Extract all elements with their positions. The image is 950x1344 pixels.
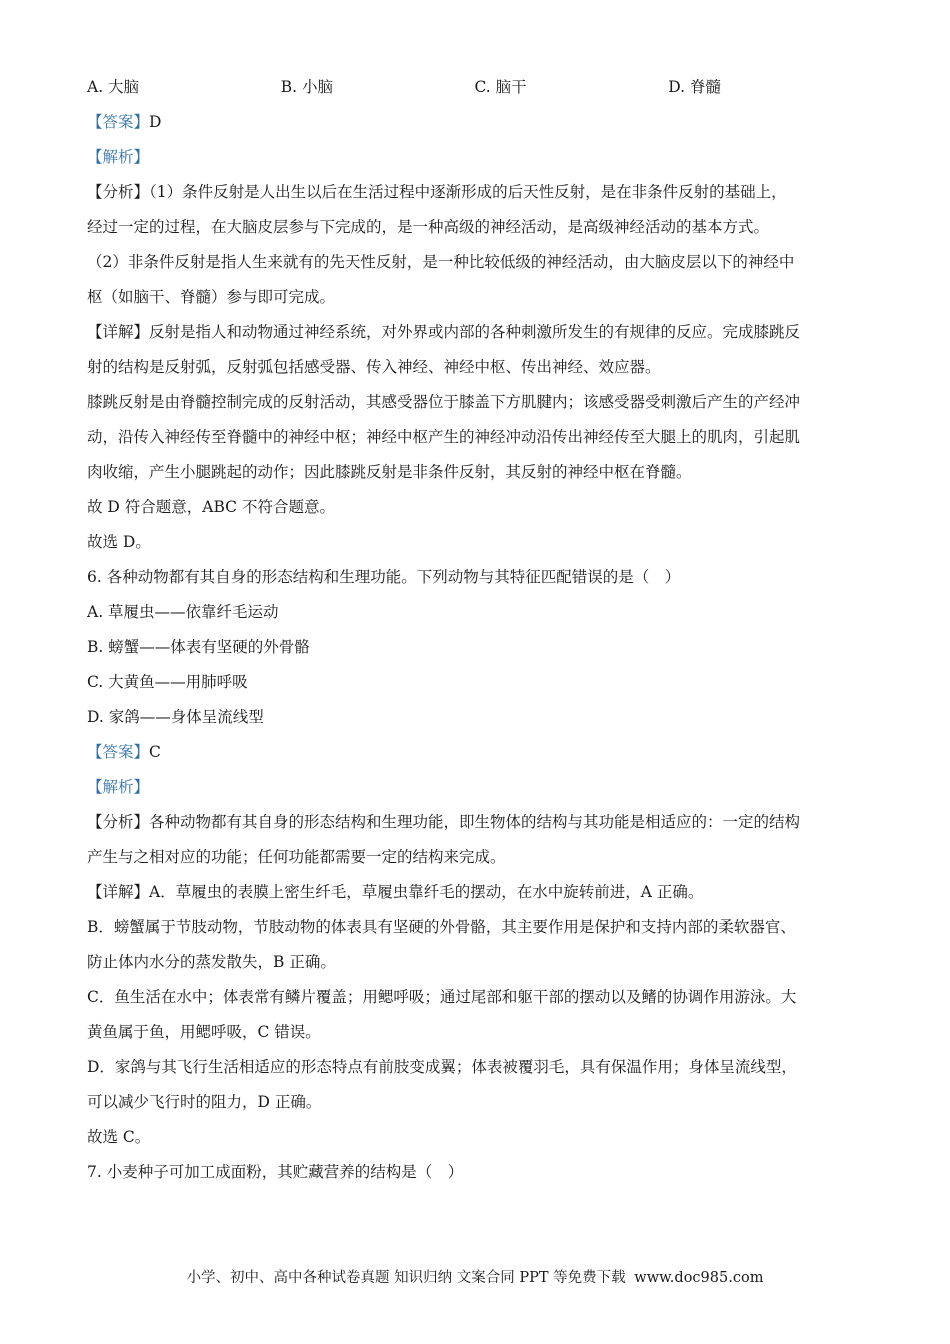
fenxi-tag: 【分析】: [87, 813, 150, 831]
q5-option-c: C. 脑干: [474, 78, 527, 96]
q5-detail-line: [87, 315, 862, 350]
q5-option-b: B. 小脑: [280, 78, 333, 96]
q6-detail-line: 防止体内水分的蒸发散失，B 正确。: [87, 953, 336, 971]
q5-fenxi-line: 经过一定的过程，在大脑皮层参与下完成的，是一种高级的神经活动，是高级神经活动的基本方式。: [87, 218, 770, 236]
answer-tag: 【答案】: [87, 113, 150, 131]
q6-option-d: D. 家鸽——身体呈流线型: [87, 708, 264, 726]
q5-option-a: A. 大脑: [87, 78, 140, 96]
q5-detail-line: 故 D 符合题意，ABC 不符合题意。: [87, 498, 335, 516]
q6-detail-line: D．家鸽与其飞行生活相适应的形态特点有前肢变成翼；体表被覆羽毛，具有保温作用；身体呈流线型，: [87, 1058, 797, 1076]
q6-detail-line: 黄鱼属于鱼，用鳃呼吸，C 错误。: [87, 1023, 321, 1041]
fenxi-text: （1）条件反射是人出生以后在生活过程中逐渐形成的后天性反射，是在非条件反射的基础上，: [149, 183, 787, 201]
q5-answer: [87, 105, 862, 140]
q6-analysis-heading: [87, 770, 862, 805]
detail-tag: 【详解】: [87, 883, 150, 901]
page-footer: [0, 1266, 950, 1287]
q6-answer: [87, 735, 862, 770]
analysis-tag: 【解析】: [87, 778, 150, 796]
answer-tag: 【答案】: [87, 743, 150, 761]
detail-text: A．草履虫的表膜上密生纤毛，草履虫靠纤毛的摆动，在水中旋转前进，A 正确。: [149, 883, 704, 901]
q6-fenxi-line: [87, 805, 862, 840]
q5-fenxi-line: （2）非条件反射是指人生来就有的先天性反射，是一种比较低级的神经活动，由大脑皮层以下的神经中: [87, 253, 795, 271]
q5-detail-line: 膝跳反射是由脊髓控制完成的反射活动，其感受器位于膝盖下方肌腱内；该感受器受刺激后产生的产经冲: [87, 393, 801, 411]
q5-detail-line: 动，沿传入神经传至脊髓中的神经中枢；神经中枢产生的神经冲动沿传出神经传至大腿上的肌肉，引起肌: [87, 428, 801, 446]
detail-text: 反射是指人和动物通过神经系统，对外界或内部的各种刺激所发生的有规律的反应。完成膝跳反: [149, 323, 801, 341]
q7-stem: 7. 小麦种子可加工成面粉，其贮藏营养的结构是（ ）: [87, 1163, 464, 1181]
q6-detail-line: C．鱼生活在水中；体表常有鳞片覆盖；用鳃呼吸；通过尾部和躯干部的摆动以及鳍的协调作用游泳。大: [87, 988, 797, 1006]
fenxi-text: 各种动物都有其自身的形态结构和生理功能，即生物体的结构与其功能是相适应的：一定的结构: [149, 813, 801, 831]
q6-fenxi-line: 产生与之相对应的功能；任何功能都需要一定的结构来完成。: [87, 848, 506, 866]
answer-value: D: [149, 113, 162, 131]
fenxi-tag: 【分析】: [87, 183, 150, 201]
q6-detail-line: [87, 875, 862, 910]
q5-option-d: D. 脊髓: [668, 78, 721, 96]
footer-url[interactable]: www.doc985.com: [634, 1270, 764, 1286]
q5-detail-line: 肉收缩，产生小腿跳起的动作；因此膝跳反射是非条件反射，其反射的神经中枢在脊髓。: [87, 463, 692, 481]
q5-fenxi-line: 枢（如脑干、脊髓）参与即可完成。: [87, 288, 336, 306]
q6-option-a: A. 草履虫——依靠纤毛运动: [87, 603, 279, 621]
answer-value: C: [149, 743, 161, 761]
footer-text: 小学、初中、高中各种试卷真题 知识归纳 文案合同 PPT 等免费下载: [186, 1270, 626, 1286]
analysis-tag: 【解析】: [87, 148, 150, 166]
q6-detail-line: 故选 C。: [87, 1128, 151, 1146]
q6-option-b: B. 螃蟹——体表有坚硬的外骨骼: [87, 638, 310, 656]
q5-detail-line: 故选 D。: [87, 533, 151, 551]
q5-fenxi-line: [87, 175, 862, 210]
q5-detail-line: 射的结构是反射弧，反射弧包括感受器、传入神经、神经中枢、传出神经、效应器。: [87, 358, 661, 376]
q5-options: [87, 70, 862, 105]
q5-analysis-heading: [87, 140, 862, 175]
document-page: [87, 70, 862, 1190]
detail-tag: 【详解】: [87, 323, 150, 341]
q6-detail-line: 可以减少飞行时的阻力，D 正确。: [87, 1093, 322, 1111]
q6-detail-line: B．螃蟹属于节肢动物，节肢动物的体表具有坚硬的外骨骼，其主要作用是保护和支持内部的柔软器官、: [87, 918, 796, 936]
q6-option-c: C. 大黄鱼——用肺呼吸: [87, 673, 248, 691]
q6-stem: 6. 各种动物都有其自身的形态结构和生理功能。下列动物与其特征匹配错误的是（ ）: [87, 568, 681, 586]
